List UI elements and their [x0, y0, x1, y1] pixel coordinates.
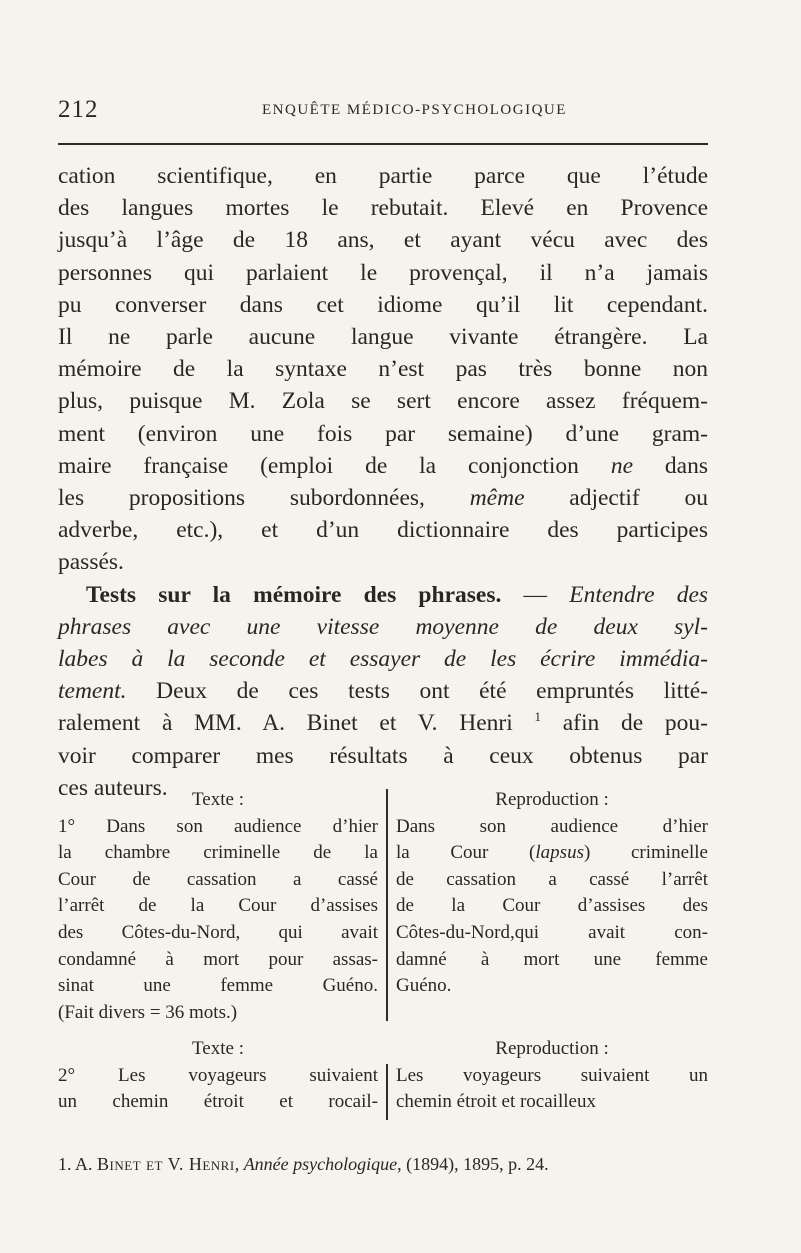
- text-line: condamné à mort pour assas-: [58, 948, 378, 970]
- italic-text: Entendre des: [569, 581, 709, 608]
- text-line: Côtes-du-Nord,qui avait con-: [396, 921, 708, 943]
- text-line: [58, 707, 708, 739]
- text-line: voir comparer mes résultats à ceux obtenus par: [58, 742, 708, 769]
- italic-word: ne: [610, 452, 634, 479]
- paragraph-2: [58, 579, 708, 804]
- column-heading: Texte :: [192, 1038, 244, 1059]
- text-line: [58, 579, 708, 611]
- text-fragment: —: [501, 581, 570, 608]
- footnote-details: , (1894), 1895, p. 24.: [397, 1154, 549, 1174]
- text-line: Guéno.: [396, 975, 452, 997]
- italic-word: lapsus: [535, 842, 584, 864]
- text-fragment: les propositions subordonnées,: [58, 485, 470, 512]
- text-line: personnes qui parlaient le provençal, il n’a jamais: [58, 259, 708, 286]
- text-line: passés.: [58, 549, 124, 576]
- text-line: cation scientifique, en partie parce que l’étude: [58, 163, 708, 189]
- text-line: plus, puisque M. Zola se sert encore assez fréquem-: [58, 388, 708, 415]
- page-header: [58, 96, 708, 132]
- text-line: 1° Dans son audience d’hier: [58, 815, 378, 837]
- text-line: ces auteurs.: [58, 774, 168, 801]
- text-line: [58, 450, 708, 482]
- text-line: ment (environ une fois par semaine) d’une gram-: [58, 420, 708, 447]
- text-line: des langues mortes le rebutait. Elevé en Provence: [58, 195, 708, 222]
- body-text: [58, 160, 708, 804]
- test-1-text-column: [58, 787, 378, 1026]
- text-line: jusqu’à l’âge de 18 ans, et ayant vécu avec des: [58, 227, 708, 254]
- text-fragment: afin de pou-: [541, 710, 708, 737]
- text-fragment: ) criminelle: [583, 842, 708, 864]
- text-line: l’arrêt de la Cour d’assises: [58, 895, 378, 917]
- text-line: [58, 675, 708, 707]
- column-heading: Reproduction :: [495, 789, 609, 810]
- text-fragment: maire française (emploi de la conjonction: [58, 452, 611, 479]
- text-fragment: ,: [234, 1154, 244, 1174]
- text-line: pu converser dans cet idiome qu’il lit cependant.: [58, 291, 708, 318]
- text-line: mémoire de la syntaxe n’est pas très bonne non: [58, 356, 708, 383]
- text-line: la chambre criminelle de la: [58, 842, 378, 864]
- text-line: Dans son audience d’hier: [396, 815, 708, 837]
- text-line: phrases avec une vitesse moyenne de deux syl-: [58, 613, 708, 640]
- column-heading: Texte :: [192, 789, 244, 810]
- text-line: labes à la seconde et essayer de les écrire immédia-: [58, 646, 708, 673]
- text-line: chemin étroit et rocailleux: [396, 1091, 596, 1113]
- test-1-columns: [58, 787, 708, 1027]
- footnote-authors: Binet et V. Henri: [97, 1154, 235, 1174]
- text-fragment: Deux de ces tests ont été empruntés litté-: [126, 678, 708, 705]
- column-divider: [386, 1064, 388, 1120]
- header-rule: [58, 143, 708, 145]
- footnote-journal: Année psychologique: [243, 1154, 398, 1174]
- text-line: 2° Les voyageurs suivaient: [58, 1064, 378, 1086]
- text-fragment: ralement à MM. A. Binet et V. Henri: [58, 710, 535, 737]
- text-line: [58, 482, 708, 514]
- page-number: 212: [58, 96, 99, 123]
- column-heading: Reproduction :: [495, 1038, 609, 1059]
- text-fragment: la Cour (: [396, 842, 536, 864]
- section-title: Tests sur la mémoire des phrases.: [86, 581, 502, 608]
- column-divider: [386, 789, 388, 1021]
- footnote-number: 1. A.: [58, 1154, 98, 1174]
- footnote: [58, 1152, 708, 1176]
- text-line: un chemin étroit et rocail-: [58, 1091, 378, 1113]
- text-line: damné à mort une femme: [396, 948, 708, 970]
- text-line: adverbe, etc.), et d’un dictionnaire des participes: [58, 517, 708, 544]
- text-fragment: dans: [633, 452, 708, 479]
- text-fragment: adjectif ou: [524, 485, 708, 512]
- paragraph-1: [58, 160, 708, 579]
- footnote-reference[interactable]: 1: [534, 709, 541, 725]
- text-line: de cassation a cassé l’arrêt: [396, 868, 708, 890]
- text-line: de la Cour d’assises des: [396, 895, 708, 917]
- test-2-reproduction-column: [396, 1036, 708, 1116]
- running-title: ENQUÊTE MÉDICO-PSYCHOLOGIQUE: [262, 102, 567, 118]
- italic-word: même: [469, 485, 525, 512]
- text-line: (Fait divers = 36 mots.): [58, 1001, 238, 1023]
- text-line: Les voyageurs suivaient un: [396, 1064, 708, 1086]
- text-line: Il ne parle aucune langue vivante étrangère. La: [58, 324, 708, 351]
- italic-text: tement.: [58, 678, 127, 705]
- test-2-columns: [58, 1036, 708, 1136]
- text-line: sinat une femme Guéno.: [58, 975, 378, 997]
- text-line: Cour de cassation a cassé: [58, 868, 378, 890]
- test-2-text-column: [58, 1036, 378, 1116]
- text-line: [396, 840, 708, 867]
- test-1-reproduction-column: [396, 787, 708, 1000]
- text-line: des Côtes-du-Nord, qui avait: [58, 921, 378, 943]
